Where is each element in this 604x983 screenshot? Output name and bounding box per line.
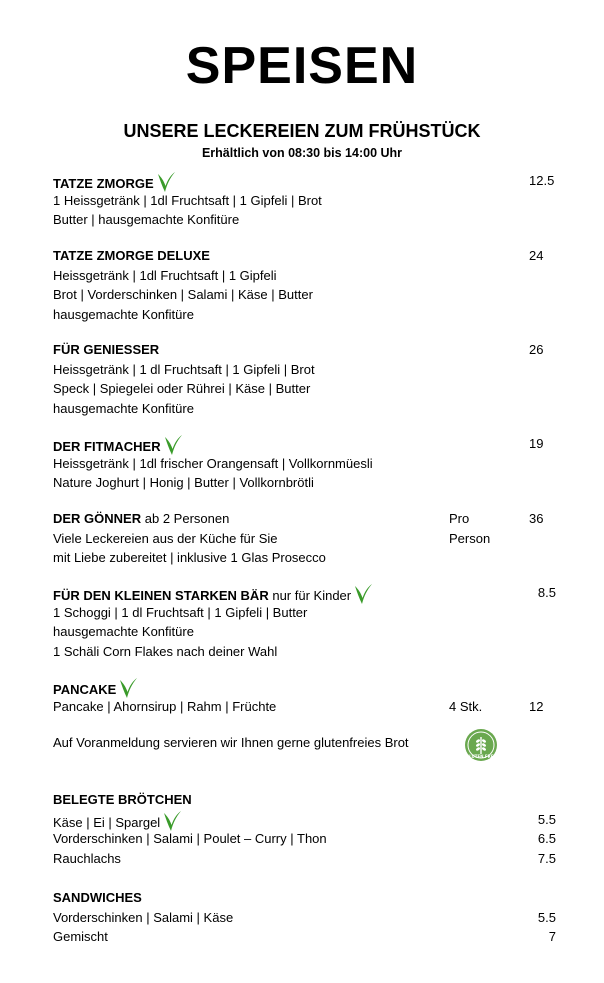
menu-item-pancake <box>53 677 563 716</box>
menu-item-kinder-baer <box>53 583 563 661</box>
item-description: 1 Heissgetränk | 1dl Fruchtsaft | 1 Gipfeli | Brot <box>53 192 322 208</box>
menu-item-tatze-zmorge-deluxe <box>53 246 563 324</box>
row-price: 7.5 <box>537 850 556 866</box>
row-price: 5.5 <box>537 811 556 827</box>
item-description: Heissgetränk | 1dl frischer Orangensaft | Vollkornmüesli <box>53 455 373 471</box>
item-name: DER GÖNNER <box>53 511 142 526</box>
gluten-free-badge-icon <box>464 728 498 762</box>
menu-item-tatze-zmorge <box>53 171 563 230</box>
item-price: 8.5 <box>537 585 556 600</box>
item-description: Viele Leckereien aus der Küche für Sie <box>53 530 278 546</box>
item-unit: Pro <box>449 511 470 526</box>
row-text: Gemischt <box>53 929 108 944</box>
item-description: Butter | hausgemachte Konfitüre <box>53 212 240 227</box>
item-qualifier: nur für Kinder <box>272 588 352 603</box>
page-title: SPEISEN <box>185 37 419 95</box>
section-name: BELEGTE BRÖTCHEN <box>53 792 192 807</box>
item-description: mit Liebe zubereitet | inklusive 1 Glas Prosecco <box>53 550 326 565</box>
gluten-free-note <box>53 733 563 759</box>
row-price: 5.5 <box>537 909 556 925</box>
row-text: Käse | Ei | Spargel <box>53 814 161 830</box>
item-unit: Person <box>449 530 491 546</box>
row-price: 6.5 <box>537 831 556 846</box>
item-description: Heissgetränk | 1dl Fruchtsaft | 1 Gipfeli <box>53 267 277 283</box>
item-description: hausgemachte Konfitüre <box>53 400 194 416</box>
menu-item-der-fitmacher <box>53 434 563 493</box>
item-name: TATZE ZMORGE DELUXE <box>53 248 210 263</box>
vegan-leaf-icon <box>156 171 176 193</box>
section-sandwiches <box>53 888 563 947</box>
item-price: 19 <box>529 436 544 451</box>
item-price: 24 <box>529 248 544 263</box>
item-description: hausgemachte Konfitüre <box>53 624 194 639</box>
gluten-note-text: Auf Voranmeldung servieren wir Ihnen gerne glutenfreies Brot <box>53 735 409 750</box>
item-name: DER FITMACHER <box>53 439 161 454</box>
item-description: Brot | Vorderschinken | Salami | Käse | Butter <box>53 287 313 302</box>
item-description: Heissgetränk | 1 dl Fruchtsaft | 1 Gipfeli | Brot <box>53 361 315 377</box>
row-text: Rauchlachs <box>53 850 121 866</box>
vegan-leaf-icon <box>118 677 138 699</box>
vegan-leaf-icon <box>163 434 183 456</box>
item-unit: 4 Stk. <box>449 698 483 714</box>
item-name: TATZE ZMORGE <box>53 176 154 191</box>
item-description: Pancake | Ahornsirup | Rahm | Früchte <box>53 698 277 714</box>
availability-hours: Erhältlich von 08:30 bis 14:00 Uhr <box>201 146 403 160</box>
section-subtitle: UNSERE LECKEREIEN ZUM FRÜHSTÜCK <box>123 121 481 141</box>
row-text: Vorderschinken | Salami | Poulet – Curry | Thon <box>53 831 327 846</box>
item-name: FÜR DEN KLEINEN STARKEN BÄR <box>53 588 269 603</box>
section-belegte-broetchen <box>53 790 563 868</box>
item-price: 36 <box>529 511 544 526</box>
menu-item-fuer-geniesser <box>53 340 563 418</box>
row-text: Vorderschinken | Salami | Käse <box>53 909 234 925</box>
item-name: FÜR GENIESSER <box>53 342 160 357</box>
section-name: SANDWICHES <box>53 890 142 905</box>
item-description: hausgemachte Konfitüre <box>53 306 194 322</box>
vegan-leaf-icon <box>353 583 373 605</box>
item-price: 26 <box>529 342 544 357</box>
item-qualifier: ab 2 Personen <box>144 511 230 526</box>
row-price: 7 <box>548 929 556 944</box>
item-price: 12 <box>529 698 544 714</box>
menu-item-der-goenner <box>53 509 563 568</box>
badge-label: GLUTEN FREE <box>465 754 497 759</box>
item-description: Speck | Spiegelei oder Rührei | Käse | Butter <box>53 381 311 396</box>
item-description: Nature Joghurt | Honig | Butter | Vollkornbrötli <box>53 475 314 490</box>
item-price: 12.5 <box>529 173 555 188</box>
item-name: PANCAKE <box>53 682 117 697</box>
item-description: 1 Schoggi | 1 dl Fruchtsaft | 1 Gipfeli | Butter <box>53 604 308 620</box>
item-description: 1 Schäli Corn Flakes nach deiner Wahl <box>53 643 278 659</box>
